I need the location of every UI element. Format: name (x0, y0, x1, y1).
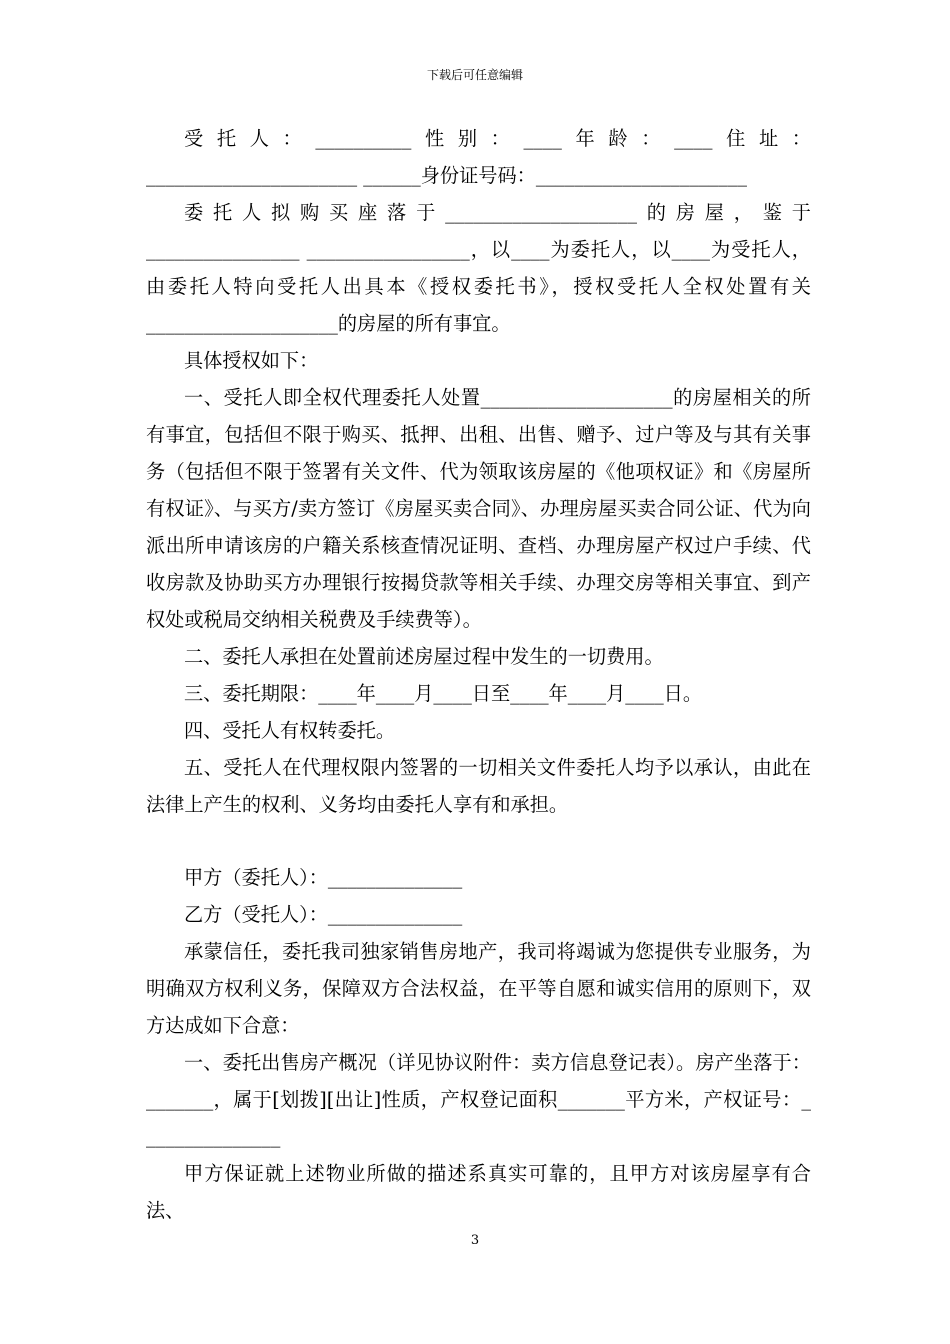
principal-info-paragraph: 受托人：__________性别：____年龄：____住址：______________________ ______身份证号码：______________________ (146, 127, 811, 187)
clause-three: 三、委托期限：____年____月____日至____年____月____日。 (184, 682, 703, 705)
party-a-guarantee-paragraph: 甲方保证就上述物业所做的描述系真实可靠的，且甲方对该房屋享有合法、 (146, 1162, 811, 1222)
clause-one: 一、受托人即全权代理委托人处置____________________的房屋相关的所有事宜，包括但不限于购买、抵押、出租、出售、赠予、过户等及与其有关事务（包括但不限于签署有关文件、代为领取该房屋的《他项权证》和《房屋所有权证》、与买方/卖方签订《房屋买卖合同》、办理房屋买卖合同公证、代为向派出所申请该房的户籍关系核查情况证明、查档、办理房屋产权过户手续、代收房款及协助买方办理银行按揭贷款等相关手续、办理交房等相关事宜、到产权处或税局交纳相关税费及手续费等）。 (146, 386, 811, 631)
document-body (146, 120, 811, 1229)
specific-authorization-heading: 具体授权如下： (184, 349, 319, 372)
clause-two: 二、委托人承担在处置前述房屋过程中发生的一切费用。 (184, 645, 664, 668)
clause-five: 五、受托人在代理权限内签署的一切相关文件委托人均予以承认，由此在法律上产生的权利、义务均由委托人享有和承担。 (146, 756, 811, 816)
party-b-signature-line: 乙方（受托人）：______________ (184, 903, 463, 926)
property-overview-paragraph: 一、委托出售房产概况（详见协议附件：卖方信息登记表）。房产坐落于：_______，属于[划拨][出让]性质，产权登记面积_______平方米，产权证号：_ ______________ (146, 1051, 811, 1148)
page-header: 下载后可任意编辑 (426, 68, 523, 82)
authorization-intro-paragraph: 委托人拟购买座落于____________________的房屋，鉴于________________ _________________，以____为委托人，以____为受托人，由委托人特向受托人出具本《授权委托书》，授权受托人全权处置有关____________________的房屋的所有事宜。 (146, 201, 811, 335)
page-number: 3 (470, 1233, 480, 1248)
clause-four: 四、受托人有权转委托。 (184, 719, 396, 742)
party-a-signature-line: 甲方（委托人）：______________ (184, 866, 463, 889)
agreement-intro-paragraph: 承蒙信任，委托我司独家销售房地产，我司将竭诚为您提供专业服务，为明确双方权利义务，保障双方合法权益，在平等自愿和诚实信用的原则下，双方达成如下合意： (146, 940, 811, 1037)
section-spacer (146, 823, 811, 859)
